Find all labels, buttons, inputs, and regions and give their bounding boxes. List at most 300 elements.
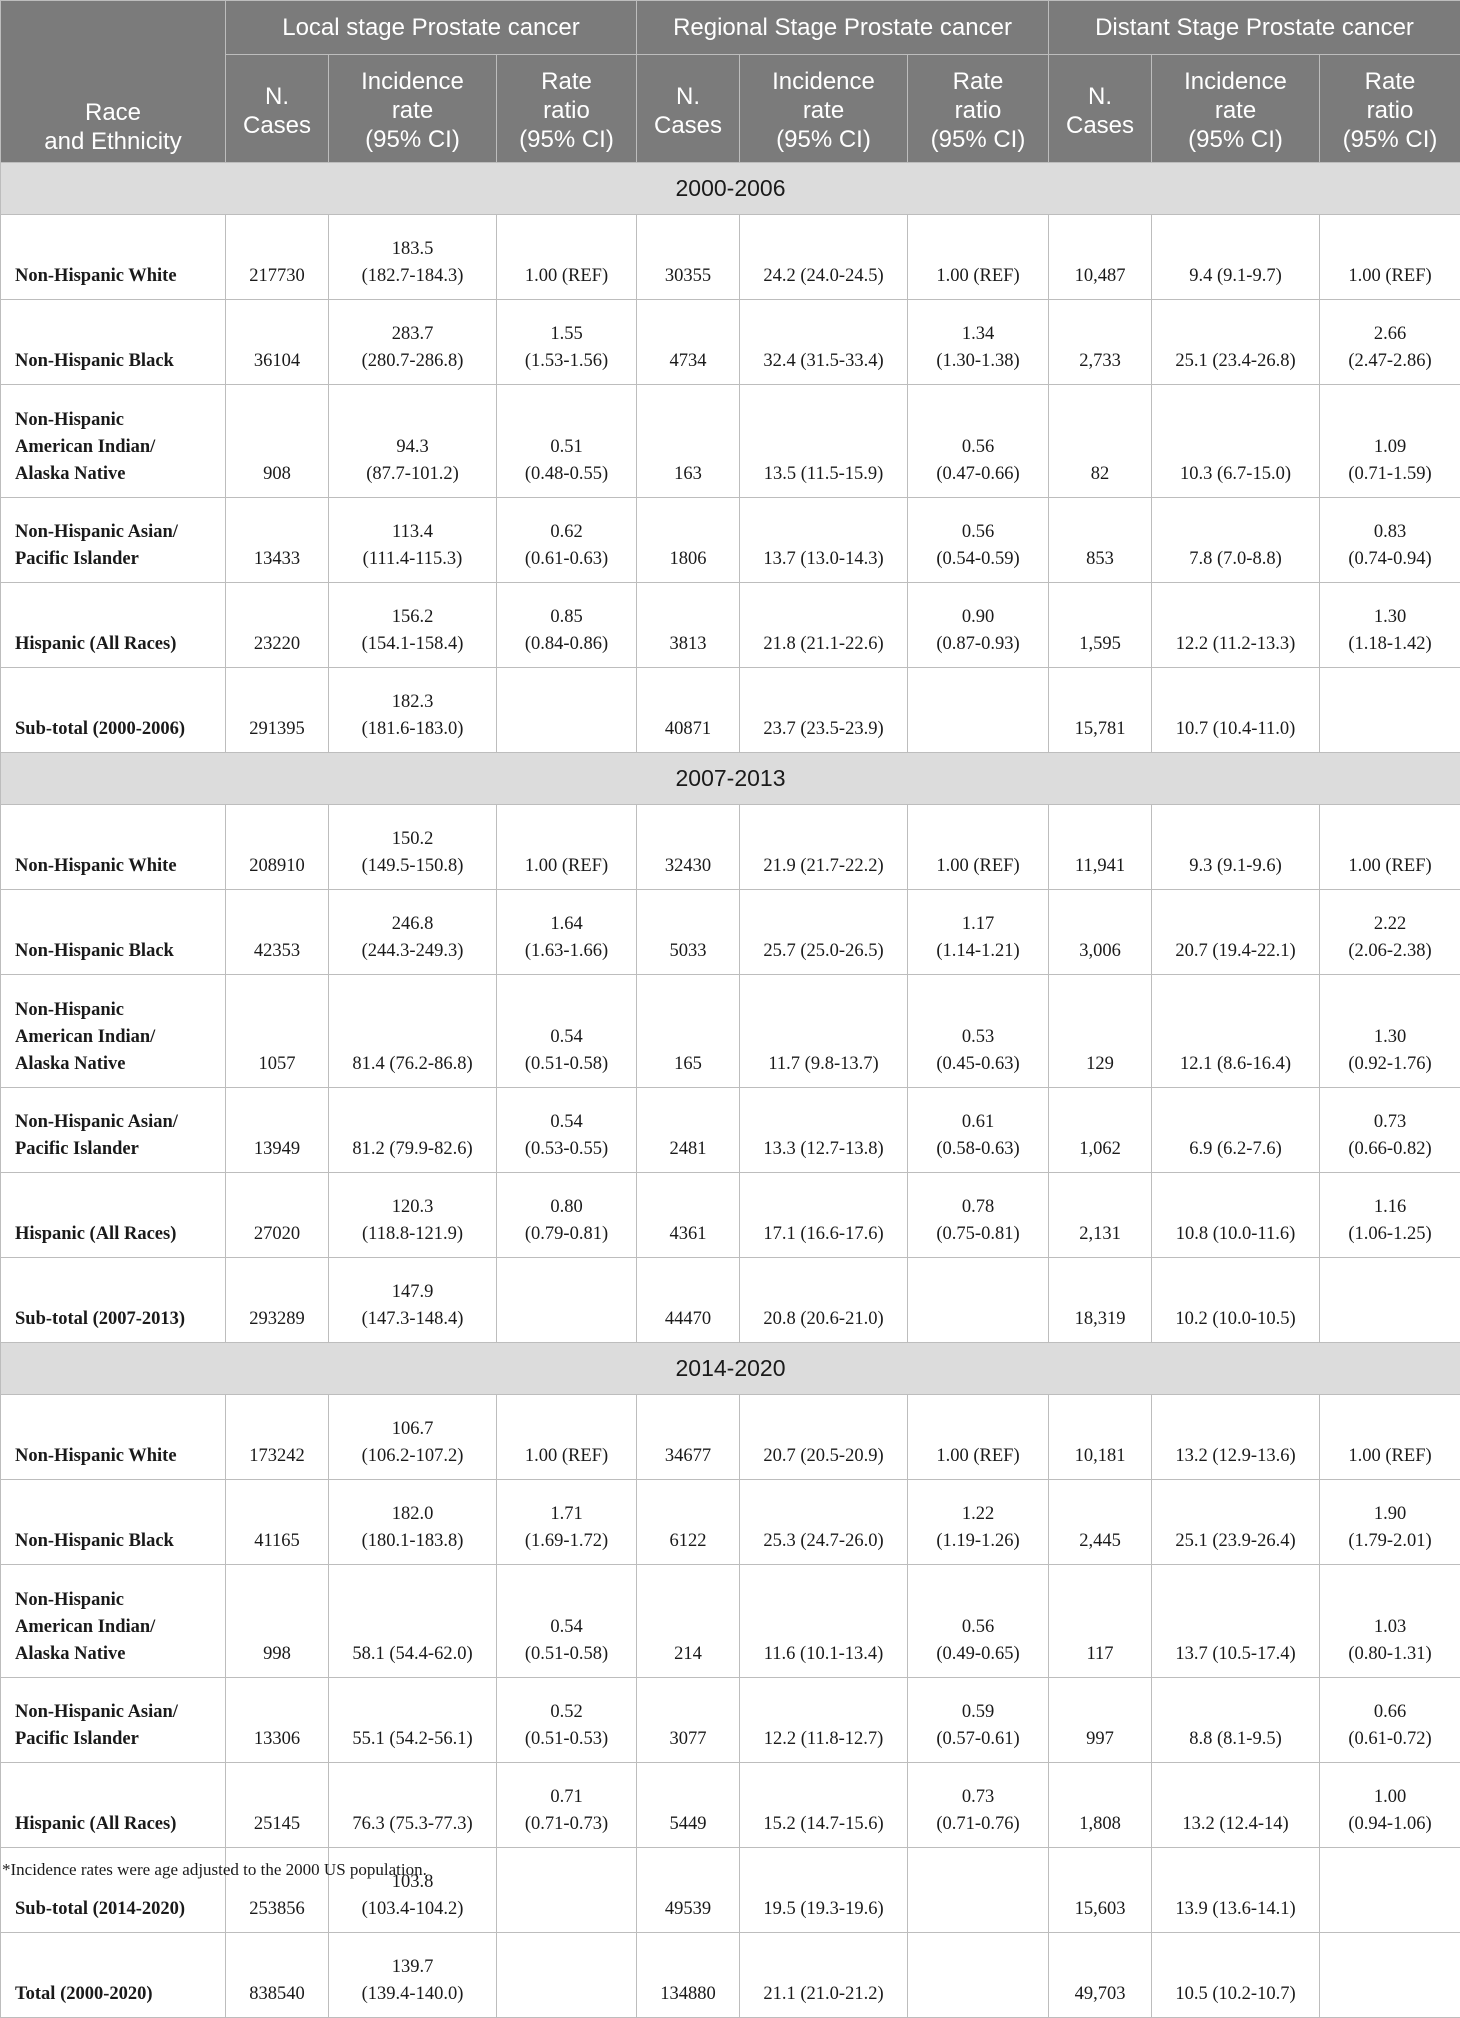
data-cell xyxy=(740,668,908,753)
data-cell xyxy=(1049,385,1152,498)
data-cell xyxy=(329,498,497,583)
cell-line: 1.71 xyxy=(501,1501,632,1528)
data-cell xyxy=(637,1173,740,1258)
data-cell xyxy=(497,1933,637,2018)
data-cell xyxy=(1320,668,1460,753)
header-line: Race xyxy=(5,98,221,127)
cell-line: 0.80 xyxy=(501,1194,632,1221)
data-cell xyxy=(1152,1480,1320,1565)
cell-line: 25.1 (23.4-26.8) xyxy=(1156,348,1315,375)
cell-line: Alaska Native xyxy=(15,1051,221,1078)
data-cell xyxy=(226,1678,329,1763)
data-cell xyxy=(637,805,740,890)
data-cell xyxy=(740,805,908,890)
data-cell xyxy=(1152,498,1320,583)
cell-line: 10,181 xyxy=(1053,1443,1147,1470)
data-cell xyxy=(1152,1088,1320,1173)
header-group-row xyxy=(1,1,1460,55)
cell-line: (244.3-249.3) xyxy=(333,938,492,965)
cell-line: (0.66-0.82) xyxy=(1324,1136,1456,1163)
cell-line: 36104 xyxy=(230,348,324,375)
cell-line: 3,006 xyxy=(1053,938,1147,965)
cell-line: 7.8 (7.0-8.8) xyxy=(1156,546,1315,573)
data-cell xyxy=(740,1763,908,1848)
cell-line: Pacific Islander xyxy=(15,546,221,573)
data-cell xyxy=(740,1088,908,1173)
race-cell xyxy=(1,805,226,890)
data-cell xyxy=(329,1088,497,1173)
data-cell xyxy=(497,805,637,890)
cell-line: 9.4 (9.1-9.7) xyxy=(1156,263,1315,290)
n-cases-header xyxy=(226,55,329,163)
cell-line: 76.3 (75.3-77.3) xyxy=(333,1811,492,1838)
cell-line: 998 xyxy=(230,1641,324,1668)
cell-line: 58.1 (54.4-62.0) xyxy=(333,1641,492,1668)
table-row xyxy=(1,1565,1460,1678)
cell-line: 0.71 xyxy=(501,1784,632,1811)
data-cell xyxy=(908,1173,1049,1258)
table-row xyxy=(1,805,1460,890)
race-cell xyxy=(1,583,226,668)
cell-line: 13306 xyxy=(230,1726,324,1753)
data-cell xyxy=(637,1395,740,1480)
data-cell xyxy=(637,385,740,498)
cell-line: (0.47-0.66) xyxy=(912,461,1044,488)
data-cell xyxy=(497,1678,637,1763)
data-cell xyxy=(740,1565,908,1678)
race-cell xyxy=(1,1565,226,1678)
cell-line: American Indian/ xyxy=(15,1024,221,1051)
data-cell xyxy=(1152,583,1320,668)
cell-line: 129 xyxy=(1053,1051,1147,1078)
data-cell xyxy=(329,1565,497,1678)
cell-line: 0.54 xyxy=(501,1024,632,1051)
data-cell xyxy=(1152,1395,1320,1480)
cell-line: 283.7 xyxy=(333,321,492,348)
cell-line: 293289 xyxy=(230,1306,324,1333)
cell-line: 0.54 xyxy=(501,1109,632,1136)
cell-line: Non-Hispanic White xyxy=(15,853,221,880)
cell-line: Hispanic (All Races) xyxy=(15,631,221,658)
data-cell xyxy=(1049,1678,1152,1763)
cell-line: (1.18-1.42) xyxy=(1324,631,1456,658)
cell-line: 20.7 (20.5-20.9) xyxy=(744,1443,903,1470)
cell-line: 0.52 xyxy=(501,1699,632,1726)
cell-line: 10,487 xyxy=(1053,263,1147,290)
cell-line: Non-Hispanic xyxy=(15,407,221,434)
cell-line: 10.8 (10.0-11.6) xyxy=(1156,1221,1315,1248)
cell-line: 10.5 (10.2-10.7) xyxy=(1156,1981,1315,2008)
cell-line: (0.71-0.73) xyxy=(501,1811,632,1838)
cell-line: Non-Hispanic xyxy=(15,1587,221,1614)
data-cell xyxy=(908,300,1049,385)
cell-line: (118.8-121.9) xyxy=(333,1221,492,1248)
cell-line: Cases xyxy=(641,111,735,140)
cell-line: 18,319 xyxy=(1053,1306,1147,1333)
data-cell xyxy=(908,1565,1049,1678)
data-cell xyxy=(497,1173,637,1258)
cell-line: (182.7-184.3) xyxy=(333,263,492,290)
cell-line: (0.45-0.63) xyxy=(912,1051,1044,1078)
data-cell xyxy=(497,300,637,385)
cell-line: 120.3 xyxy=(333,1194,492,1221)
data-cell xyxy=(226,975,329,1088)
cell-line: Alaska Native xyxy=(15,461,221,488)
n-cases-header xyxy=(637,55,740,163)
data-cell xyxy=(1152,890,1320,975)
data-cell xyxy=(1152,1258,1320,1343)
cell-line: 27020 xyxy=(230,1221,324,1248)
cell-line: 25.3 (24.7-26.0) xyxy=(744,1528,903,1555)
table-row xyxy=(1,1763,1460,1848)
cell-line: 40871 xyxy=(641,716,735,743)
cell-line: Rate xyxy=(501,67,632,96)
data-cell xyxy=(637,975,740,1088)
footnote: *Incidence rates were age adjusted to the 2000 US population. xyxy=(2,1860,427,1880)
data-cell xyxy=(1320,1173,1460,1258)
cell-line: Cases xyxy=(230,111,324,140)
cell-line: 853 xyxy=(1053,546,1147,573)
cell-line: N. xyxy=(230,82,324,111)
cell-line: Rate xyxy=(1324,67,1456,96)
cell-line: N. xyxy=(641,82,735,111)
data-cell xyxy=(1320,1088,1460,1173)
cell-line: 182.3 xyxy=(333,689,492,716)
rate-ratio-header xyxy=(908,55,1049,163)
cell-line: 2,733 xyxy=(1053,348,1147,375)
cell-line: 1.64 xyxy=(501,911,632,938)
cell-line: N. xyxy=(1053,82,1147,111)
cell-line: 838540 xyxy=(230,1981,324,2008)
data-cell xyxy=(1049,668,1152,753)
cell-line: 214 xyxy=(641,1641,735,1668)
regional-stage-header: Regional Stage Prostate cancer xyxy=(637,1,1049,55)
incidence-rate-header xyxy=(329,55,497,163)
cell-line: (87.7-101.2) xyxy=(333,461,492,488)
data-cell xyxy=(329,300,497,385)
table-row xyxy=(1,300,1460,385)
cell-line: (0.92-1.76) xyxy=(1324,1051,1456,1078)
cell-line: 1,595 xyxy=(1053,631,1147,658)
cell-line: 2,131 xyxy=(1053,1221,1147,1248)
cell-line: (280.7-286.8) xyxy=(333,348,492,375)
data-cell xyxy=(740,498,908,583)
cell-line: 13.5 (11.5-15.9) xyxy=(744,461,903,488)
cell-line: 20.8 (20.6-21.0) xyxy=(744,1306,903,1333)
cell-line: (111.4-115.3) xyxy=(333,546,492,573)
cell-line: 0.73 xyxy=(912,1784,1044,1811)
data-cell xyxy=(329,583,497,668)
cell-line: rate xyxy=(1156,96,1315,125)
cell-line: 49,703 xyxy=(1053,1981,1147,2008)
table-row xyxy=(1,1088,1460,1173)
data-cell xyxy=(497,1088,637,1173)
cell-line: 1.00 (REF) xyxy=(501,1443,632,1470)
cell-line: (0.80-1.31) xyxy=(1324,1641,1456,1668)
table-row xyxy=(1,215,1460,300)
data-cell xyxy=(1320,805,1460,890)
cell-line: ratio xyxy=(912,96,1044,125)
n-cases-header xyxy=(1049,55,1152,163)
cell-line: (0.51-0.53) xyxy=(501,1726,632,1753)
cell-line: 25.1 (23.9-26.4) xyxy=(1156,1528,1315,1555)
data-cell xyxy=(740,1258,908,1343)
cell-line: 106.7 xyxy=(333,1416,492,1443)
cell-line: 12.2 (11.8-12.7) xyxy=(744,1726,903,1753)
data-cell xyxy=(329,1678,497,1763)
cell-line: Hispanic (All Races) xyxy=(15,1221,221,1248)
cell-line: 23.7 (23.5-23.9) xyxy=(744,716,903,743)
cell-line: 12.2 (11.2-13.3) xyxy=(1156,631,1315,658)
cell-line: 0.85 xyxy=(501,604,632,631)
table-row xyxy=(1,1173,1460,1258)
data-cell xyxy=(740,385,908,498)
data-cell xyxy=(637,498,740,583)
cell-line: rate xyxy=(333,96,492,125)
table-row xyxy=(1,1395,1460,1480)
cell-line: 1.00 (REF) xyxy=(1324,263,1456,290)
cell-line: 0.53 xyxy=(912,1024,1044,1051)
cell-line: 0.56 xyxy=(912,519,1044,546)
data-cell xyxy=(908,385,1049,498)
data-cell xyxy=(740,583,908,668)
cell-line: 4361 xyxy=(641,1221,735,1248)
cell-line: (0.53-0.55) xyxy=(501,1136,632,1163)
data-cell xyxy=(1152,300,1320,385)
cell-line: 12.1 (8.6-16.4) xyxy=(1156,1051,1315,1078)
data-cell xyxy=(1049,583,1152,668)
cell-line: Incidence xyxy=(1156,67,1315,96)
cell-line: (2.06-2.38) xyxy=(1324,938,1456,965)
race-cell xyxy=(1,215,226,300)
data-cell xyxy=(226,668,329,753)
table-row xyxy=(1,1933,1460,2018)
cell-line: (1.79-2.01) xyxy=(1324,1528,1456,1555)
cell-line: 15,603 xyxy=(1053,1896,1147,1923)
cell-line: 1.03 xyxy=(1324,1614,1456,1641)
data-cell xyxy=(226,1933,329,2018)
data-cell xyxy=(1152,1763,1320,1848)
data-cell xyxy=(1320,1480,1460,1565)
data-cell xyxy=(497,668,637,753)
cell-line: 1.00 (REF) xyxy=(912,853,1044,880)
cell-line: (95% CI) xyxy=(333,125,492,154)
data-cell xyxy=(1320,215,1460,300)
cell-line: 0.73 xyxy=(1324,1109,1456,1136)
cell-line: 183.5 xyxy=(333,236,492,263)
cell-line: 49539 xyxy=(641,1896,735,1923)
cell-line: (0.54-0.59) xyxy=(912,546,1044,573)
data-cell xyxy=(637,1088,740,1173)
cell-line: 163 xyxy=(641,461,735,488)
cell-line: Non-Hispanic Asian/ xyxy=(15,1109,221,1136)
cell-line: (0.87-0.93) xyxy=(912,631,1044,658)
data-cell xyxy=(908,1480,1049,1565)
data-cell xyxy=(1049,805,1152,890)
cell-line: Incidence xyxy=(333,67,492,96)
data-cell xyxy=(1049,1933,1152,2018)
distant-stage-header: Distant Stage Prostate cancer xyxy=(1049,1,1460,55)
data-cell xyxy=(740,1480,908,1565)
cell-line: (0.61-0.63) xyxy=(501,546,632,573)
race-cell xyxy=(1,1395,226,1480)
data-cell xyxy=(226,890,329,975)
data-cell xyxy=(637,215,740,300)
cell-line: 15.2 (14.7-15.6) xyxy=(744,1811,903,1838)
cell-line: 0.54 xyxy=(501,1614,632,1641)
cell-line: 1.00 (REF) xyxy=(501,263,632,290)
cell-line: Non-Hispanic White xyxy=(15,263,221,290)
race-cell xyxy=(1,1763,226,1848)
data-cell xyxy=(740,1173,908,1258)
cell-line: 1.16 xyxy=(1324,1194,1456,1221)
cell-line: (1.06-1.25) xyxy=(1324,1221,1456,1248)
table-row xyxy=(1,668,1460,753)
cell-line: 13949 xyxy=(230,1136,324,1163)
data-cell xyxy=(226,1258,329,1343)
cell-line: rate xyxy=(744,96,903,125)
data-cell xyxy=(329,1933,497,2018)
cell-line: 217730 xyxy=(230,263,324,290)
cell-line: Pacific Islander xyxy=(15,1136,221,1163)
cell-line: 0.61 xyxy=(912,1109,1044,1136)
cell-line: 8.8 (8.1-9.5) xyxy=(1156,1726,1315,1753)
race-cell xyxy=(1,498,226,583)
cell-line: 1.34 xyxy=(912,321,1044,348)
data-cell xyxy=(637,1933,740,2018)
data-cell xyxy=(226,805,329,890)
cell-line: (106.2-107.2) xyxy=(333,1443,492,1470)
cell-line: 1,062 xyxy=(1053,1136,1147,1163)
data-cell xyxy=(637,668,740,753)
cell-line: 20.7 (19.4-22.1) xyxy=(1156,938,1315,965)
data-cell xyxy=(1049,975,1152,1088)
data-cell xyxy=(908,215,1049,300)
data-cell xyxy=(637,1848,740,1933)
cell-line: Non-Hispanic xyxy=(15,997,221,1024)
cell-line: (1.63-1.66) xyxy=(501,938,632,965)
cell-line: 21.1 (21.0-21.2) xyxy=(744,1981,903,2008)
cell-line: (95% CI) xyxy=(912,125,1044,154)
cell-line: (0.74-0.94) xyxy=(1324,546,1456,573)
data-cell xyxy=(1049,215,1152,300)
cell-line: (0.51-0.58) xyxy=(501,1641,632,1668)
data-cell xyxy=(226,300,329,385)
data-cell xyxy=(637,1480,740,1565)
data-cell xyxy=(637,583,740,668)
cell-line: 25.7 (25.0-26.5) xyxy=(744,938,903,965)
data-cell xyxy=(497,1395,637,1480)
cell-line: 156.2 xyxy=(333,604,492,631)
cell-line: 1.09 xyxy=(1324,434,1456,461)
cell-line: (95% CI) xyxy=(501,125,632,154)
cell-line: 0.56 xyxy=(912,434,1044,461)
data-cell xyxy=(908,975,1049,1088)
data-cell xyxy=(1320,300,1460,385)
data-cell xyxy=(329,385,497,498)
cell-line: 2.22 xyxy=(1324,911,1456,938)
local-stage-header: Local stage Prostate cancer xyxy=(226,1,637,55)
cell-line: 1.22 xyxy=(912,1501,1044,1528)
data-cell xyxy=(637,890,740,975)
data-cell xyxy=(908,1395,1049,1480)
cell-line: 0.78 xyxy=(912,1194,1044,1221)
cell-line: 0.90 xyxy=(912,604,1044,631)
data-cell xyxy=(497,1565,637,1678)
cell-line: 13.2 (12.4-14) xyxy=(1156,1811,1315,1838)
cell-line: (180.1-183.8) xyxy=(333,1528,492,1555)
cell-line: 3813 xyxy=(641,631,735,658)
data-cell xyxy=(740,890,908,975)
data-cell xyxy=(329,215,497,300)
cell-line: Hispanic (All Races) xyxy=(15,1811,221,1838)
data-cell xyxy=(1049,1088,1152,1173)
data-cell xyxy=(637,300,740,385)
race-cell xyxy=(1,668,226,753)
table-row xyxy=(1,385,1460,498)
data-cell xyxy=(908,498,1049,583)
data-cell xyxy=(1049,300,1152,385)
cell-line: 2481 xyxy=(641,1136,735,1163)
data-cell xyxy=(1320,1848,1460,1933)
cell-line: Rate xyxy=(912,67,1044,96)
cell-line: (0.51-0.58) xyxy=(501,1051,632,1078)
cell-line: Non-Hispanic Asian/ xyxy=(15,1699,221,1726)
cell-line: Sub-total (2014-2020) xyxy=(15,1896,221,1923)
cell-line: 32.4 (31.5-33.4) xyxy=(744,348,903,375)
cell-line: 25145 xyxy=(230,1811,324,1838)
data-cell xyxy=(1049,1173,1152,1258)
data-cell xyxy=(497,1480,637,1565)
cell-line: 94.3 xyxy=(333,434,492,461)
data-cell xyxy=(497,215,637,300)
cell-line: 1.00 (REF) xyxy=(912,1443,1044,1470)
data-cell xyxy=(329,1258,497,1343)
data-cell xyxy=(1049,1258,1152,1343)
data-cell xyxy=(329,975,497,1088)
cell-line: 32430 xyxy=(641,853,735,880)
data-cell xyxy=(1152,1565,1320,1678)
data-cell xyxy=(497,583,637,668)
cell-line: 81.4 (76.2-86.8) xyxy=(333,1051,492,1078)
period-label: 2000-2006 xyxy=(1,163,1460,215)
cell-line: (0.58-0.63) xyxy=(912,1136,1044,1163)
cell-line: ratio xyxy=(1324,96,1456,125)
data-cell xyxy=(226,1480,329,1565)
cell-line: 0.51 xyxy=(501,434,632,461)
data-cell xyxy=(1049,890,1152,975)
cell-line: 41165 xyxy=(230,1528,324,1555)
cell-line: 1057 xyxy=(230,1051,324,1078)
cell-line: (0.75-0.81) xyxy=(912,1221,1044,1248)
cell-line: 13.7 (13.0-14.3) xyxy=(744,546,903,573)
data-cell xyxy=(1049,1480,1152,1565)
data-cell xyxy=(740,1848,908,1933)
data-cell xyxy=(1049,1763,1152,1848)
data-cell xyxy=(1320,890,1460,975)
data-cell xyxy=(329,805,497,890)
data-cell xyxy=(740,1678,908,1763)
data-cell xyxy=(1152,215,1320,300)
cell-line: Non-Hispanic White xyxy=(15,1443,221,1470)
cell-line: 165 xyxy=(641,1051,735,1078)
data-cell xyxy=(329,668,497,753)
cell-line: 0.62 xyxy=(501,519,632,546)
data-cell xyxy=(740,300,908,385)
cell-line: 182.0 xyxy=(333,1501,492,1528)
data-cell xyxy=(1320,1678,1460,1763)
race-cell xyxy=(1,300,226,385)
